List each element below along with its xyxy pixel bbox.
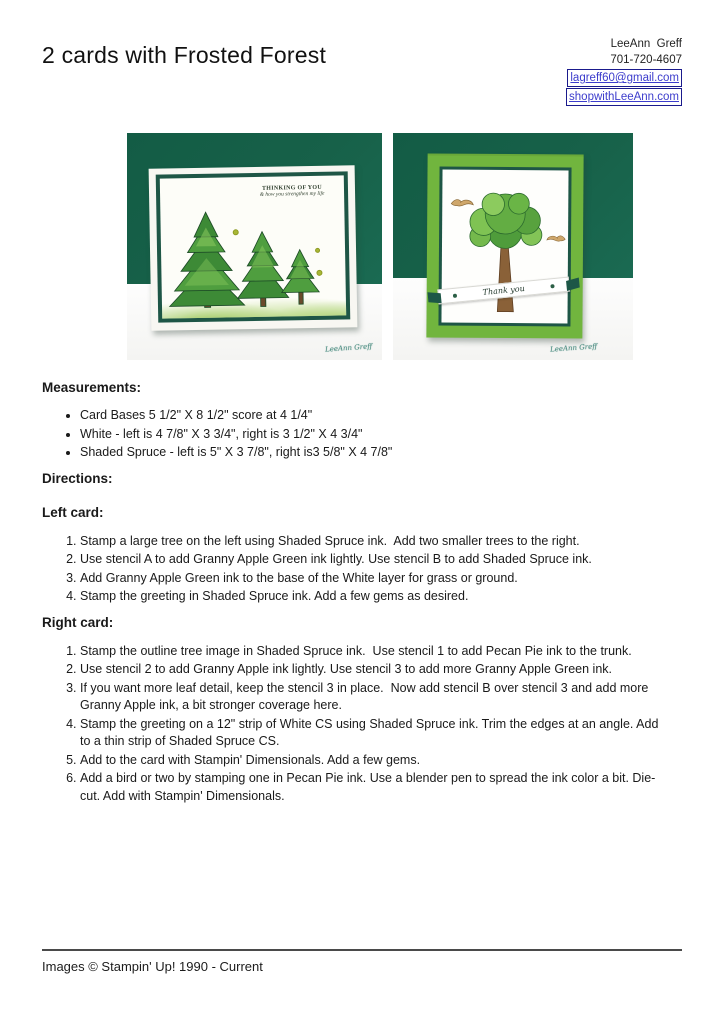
email-link[interactable]: lagreff60@gmail.com (567, 69, 682, 87)
list-item: • White - left is 4 7/8" X 3 3/4", right is 3 1/2" X 4 3/4" (80, 426, 666, 444)
left-card (149, 165, 358, 331)
page-title: 2 cards with Frosted Forest (42, 42, 327, 68)
right-card-steps (42, 643, 666, 806)
spruce-mat (438, 167, 571, 327)
list-item: 6. Add a bird or two by stamping one in Pecan Pie ink. Use a blender pen to spread the ink color a bit. Die-cut. Add with Stampin' Dimensionals. (80, 770, 666, 805)
list-item: 4. Stamp the greeting on a 12" strip of White CS using Shaded Spruce ink. Trim the edges at an angle. Add to a thin strip of Shaded Spruce CS. (80, 716, 666, 751)
list-item: • Card Bases 5 1/2" X 8 1/2" score at 4 1/4" (80, 407, 666, 425)
list-item: • Shaded Spruce - left is 5" X 3 7/8", right is3 5/8" X 4 7/8" (80, 444, 666, 462)
directions-heading: Directions: (42, 470, 113, 486)
stamped-panel (160, 175, 346, 318)
gem (233, 229, 239, 235)
photo-watermark-signature: LeeAnn Greff (324, 342, 373, 354)
pine-trees-image (161, 207, 333, 318)
greeting-line1: THINKING OF YOU (261, 184, 323, 192)
bird-icon (450, 196, 474, 210)
gem (316, 270, 322, 276)
footer-divider (42, 949, 682, 951)
banner-end (428, 292, 442, 303)
list-item: 1. Stamp a large tree on the left using Shaded Spruce ink. Add two smaller trees to the right. (80, 533, 666, 551)
banner-text: Thank you (482, 283, 526, 298)
list-item: 2. Use stencil A to add Granny Apple Green ink lightly. Use stencil B to add Shaded Spruce ink. (80, 551, 666, 569)
website-link[interactable]: shopwithLeeAnn.com (566, 88, 682, 106)
list-item: 3. If you want more leaf detail, keep the stencil 3 in place. Now add stencil B over stencil 3 and add more Granny Apple ink, a bit stronger coverage here. (80, 680, 666, 715)
greeting-text (242, 184, 342, 198)
contact-phone: 701-720-4607 (610, 54, 682, 66)
contact-block (566, 36, 682, 106)
spruce-mat (156, 171, 351, 322)
left-card-photo (127, 133, 382, 360)
list-item: 1. Stamp the outline tree image in Shaded Spruce ink. Use stencil 1 to add Pecan Pie ink to the trunk. (80, 643, 666, 661)
measurements-heading: Measurements: (42, 380, 142, 395)
left-card-steps (42, 533, 666, 606)
gem (315, 248, 320, 253)
stamped-panel (441, 170, 568, 324)
list-item: 2. Use stencil 2 to add Granny Apple ink lightly. Use stencil 3 to add more Granny Apple Green ink. (80, 661, 666, 679)
list-item: 5. Add to the card with Stampin' Dimensionals. Add a few gems. (80, 752, 666, 770)
list-item: 3. Add Granny Apple Green ink to the base of the White layer for grass or ground. (80, 570, 666, 588)
measurements-list (42, 407, 666, 462)
contact-name: LeeAnn Greff (610, 38, 682, 50)
right-card (426, 153, 583, 338)
bird-icon (546, 232, 566, 244)
banner-end (566, 277, 580, 291)
right-card-photo (393, 133, 633, 360)
photo-watermark-signature: LeeAnn Greff (549, 342, 598, 354)
right-card-heading: Right card: (42, 614, 114, 630)
footer-copyright: Images © Stampin' Up! 1990 - Current (42, 959, 263, 974)
list-item: 4. Stamp the greeting in Shaded Spruce ink. Add a few gems as desired. (80, 588, 666, 606)
left-card-heading: Left card: (42, 504, 104, 520)
greeting-line2: & how you strengthen my life (259, 190, 325, 198)
instructions-body (42, 379, 666, 806)
